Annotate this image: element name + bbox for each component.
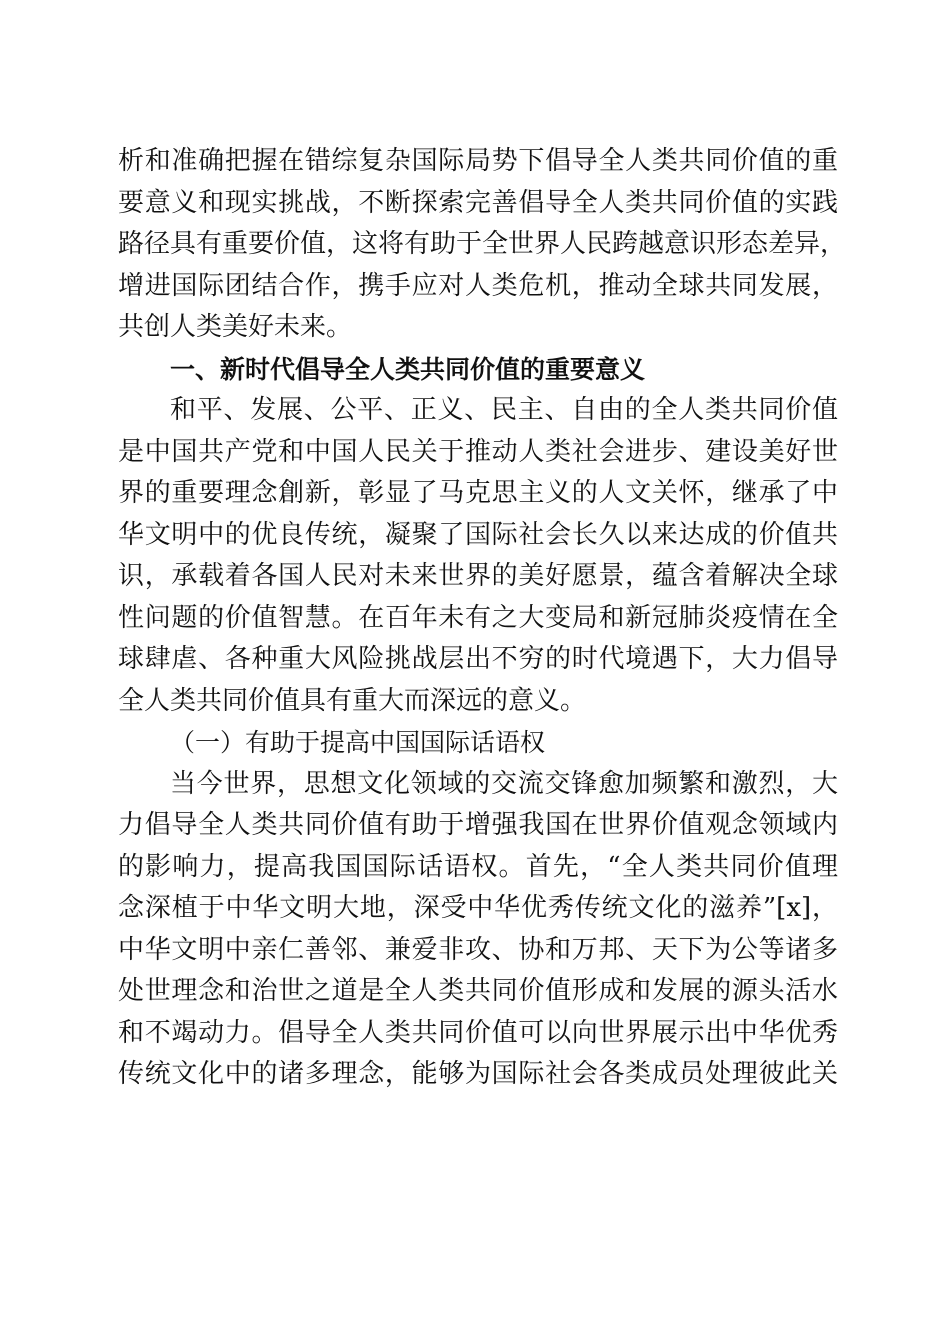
text-line: 念深植于中华文明大地，深受中华优秀传统文化的滋养”[x]， <box>118 893 838 923</box>
text-line: 华文明中的优良传统，凝聚了国际社会长久以来达成的价值共 <box>118 519 838 550</box>
text-line: 共创人类美好未来。 <box>118 312 353 342</box>
text-line: 识，承载着各国人民对未来世界的美好愿景，蕴含着解决全球 <box>118 561 838 591</box>
text-line: 析和准确把握在错综复杂国际局势下倡导全人类共同价值的重 <box>118 146 838 176</box>
text-line: 界的重要理念創新，彰显了马克思主义的人文关怀，继承了中 <box>118 478 838 508</box>
text-line: 当今世界，思想文化领域的交流交锋愈加频繁和激烈，大 <box>170 768 838 799</box>
text-line: 是中国共产党和中国人民关于推动人类社会进步、建设美好世 <box>118 436 838 467</box>
paragraph-significance <box>118 390 838 722</box>
text-line: 性问题的价值智慧。在百年未有之大变局和新冠肺炎疫情在全 <box>118 602 838 633</box>
text-line: 增进国际团结合作，携手应对人类危机，推动全球共同发展， <box>118 270 838 301</box>
paragraph-discourse-power <box>118 764 838 1096</box>
section-heading: 一、新时代倡导全人类共同价值的重要意义 <box>170 354 646 384</box>
text-line: 处世理念和治世之道是全人类共同价值形成和发展的源头活水 <box>118 976 838 1006</box>
text-line: 要意义和现实挑战，不断探索完善倡导全人类共同价值的实践 <box>118 187 838 218</box>
text-line: 传统文化中的诸多理念，能够为国际社会各类成员处理彼此关 <box>118 1059 838 1089</box>
text-line: 全人类共同价值具有重大而深远的意义。 <box>118 685 587 716</box>
text-line: 路径具有重要价值，这将有助于全世界人民跨越意识形态差异， <box>118 229 847 259</box>
subsection-heading: （一）有助于提高中国国际话语权 <box>170 728 546 757</box>
document-body <box>118 141 847 1096</box>
text-line: 和不竭动力。倡导全人类共同价值可以向世界展示出中华优秀 <box>118 1017 838 1048</box>
text-line: 球肆虐、各种重大风险挑战层出不穷的时代境遇下，大力倡导 <box>118 644 838 674</box>
text-line: 力倡导全人类共同价值有助于增强我国在世界价值观念领域内 <box>118 810 838 840</box>
text-line: 和平、发展、公平、正义、民主、自由的全人类共同价值 <box>170 395 838 425</box>
paragraph-intro-continued <box>118 141 847 349</box>
text-line: 中华文明中亲仁善邻、兼爱非攻、协和万邦、天下为公等诸多 <box>118 934 838 965</box>
text-line: 的影响力，提高我国国际话语权。首先，“全人类共同价值理 <box>118 851 838 882</box>
